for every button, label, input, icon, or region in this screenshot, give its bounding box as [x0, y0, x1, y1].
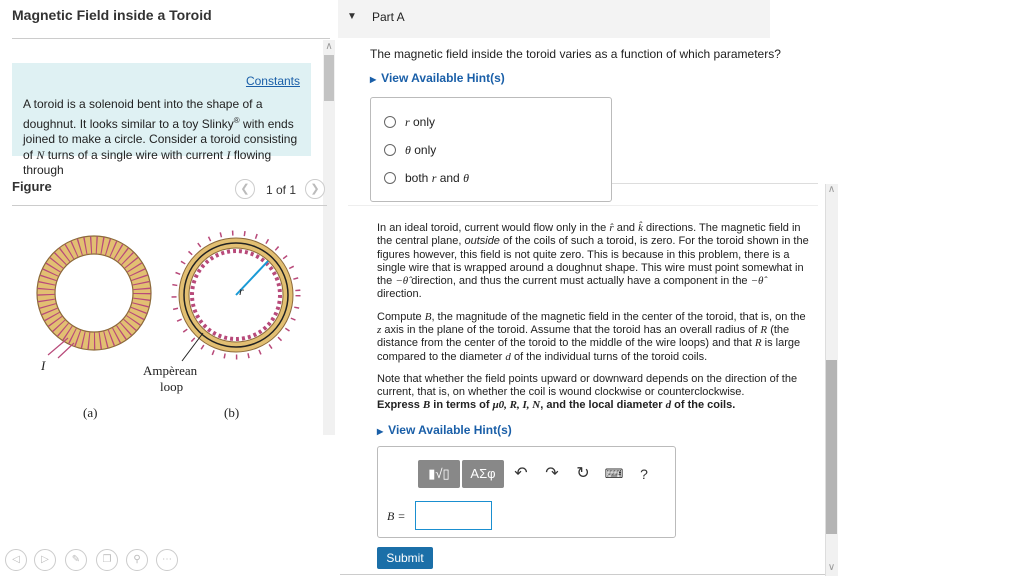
var-B: B — [424, 310, 432, 323]
figure-a-caption: (a) — [83, 405, 98, 420]
text: Compute — [377, 310, 425, 323]
text: direction. — [377, 288, 422, 301]
reset-icon[interactable]: ↻ — [576, 465, 590, 482]
option-var: r — [405, 115, 410, 129]
option-theta-only[interactable] — [384, 143, 436, 158]
title-divider — [12, 38, 330, 39]
hint-link-label: View Available Hint(s) — [388, 423, 512, 437]
zoom-icon[interactable]: ⚲ — [126, 549, 148, 571]
toroid-figure[interactable] — [36, 235, 301, 425]
scroll-up-icon[interactable]: ∧ — [325, 41, 333, 52]
intro-text — [23, 97, 308, 179]
chevron-left-icon[interactable]: ❮ — [235, 179, 255, 199]
text: in terms of — [430, 399, 493, 411]
var-d: d — [505, 350, 511, 363]
back-icon[interactable]: ◁ — [5, 549, 27, 571]
section-divider — [348, 205, 818, 206]
text: direction, and thus the current must actually have a component in the — [408, 275, 751, 288]
loop-label: loop — [160, 379, 184, 394]
section-divider — [612, 183, 818, 184]
question-text: The magnetic field inside the toroid varies as a function of which parameters? — [370, 47, 781, 61]
text: In an ideal toroid, current would flow only in the — [377, 222, 610, 234]
redo-icon[interactable]: ↷ — [545, 465, 559, 482]
intro-text-part: with ends joined to make a circle. Consider a toroid consisting of — [23, 116, 298, 162]
submit-button[interactable]: Submit — [377, 547, 433, 569]
figure-b-caption: (b) — [224, 405, 240, 420]
express-instruction — [377, 399, 735, 411]
intro-panel — [12, 63, 311, 177]
part-title[interactable]: Part A — [372, 10, 405, 24]
var-z: z — [377, 324, 382, 337]
copy-icon[interactable]: ❐ — [96, 549, 118, 571]
problem-body — [377, 222, 809, 409]
paragraph-3: Note that whether the field points upward or downward depends on the direction of the current, that is, on whether the coil is wound clockwise or counterclockwise. — [377, 372, 798, 399]
paragraph-2 — [377, 311, 809, 364]
answer-input[interactable] — [415, 501, 492, 530]
text: , the magnitude of the magnetic field in the center of the toroid, that is, on the — [431, 310, 806, 323]
right-scrollbar-thumb[interactable] — [826, 360, 837, 534]
unit-vector-k: k̂ — [638, 222, 643, 234]
text: of the coils. — [671, 399, 736, 411]
unit-vector-r: r̂ — [609, 222, 614, 234]
intro-text-part: turns of a single wire with current — [44, 147, 227, 162]
var-N: N — [36, 147, 45, 162]
chevron-right-icon[interactable]: ❯ — [305, 179, 325, 199]
radio-button[interactable] — [384, 116, 396, 128]
figure-heading: Figure — [12, 179, 52, 194]
intro-text-part: flowing through — [23, 147, 272, 177]
figure-divider — [12, 205, 327, 206]
amperean-label: Ampèrean — [143, 363, 198, 378]
option-r-only[interactable] — [384, 115, 435, 130]
intro-text-part: A toroid is a solenoid bent into the shape of a doughnut. It looks similar to a toy Slinky — [23, 97, 263, 131]
paragraph-1 — [377, 222, 809, 302]
var-R: R — [760, 324, 768, 337]
text: of the individual turns of the toroid coils. — [510, 350, 708, 363]
play-icon[interactable]: ▷ — [34, 549, 56, 571]
neg-theta-hat: −θ̂ — [750, 275, 764, 288]
radio-button[interactable] — [384, 144, 396, 156]
scroll-up-icon[interactable]: ∧ — [827, 184, 836, 195]
text: of the coils of such a toroid, is zero. For the toroid shown in the figures however, this field is not quite zero. This is because in this problem, there is a single wire that is wrapped around a doughnut shape. This wire must point somewhat in the — [377, 235, 809, 288]
option-text: only — [409, 115, 436, 129]
toroid-b-drawing — [174, 233, 298, 361]
text: , and the local diameter — [540, 399, 666, 411]
keyboard-icon[interactable]: ⌨ — [604, 466, 624, 481]
text: is large compared to the diameter — [377, 337, 801, 363]
current-label: I — [41, 358, 46, 373]
option-text: and — [436, 171, 464, 185]
radio-button[interactable] — [384, 172, 396, 184]
text: and — [613, 222, 639, 234]
text: axis in the plane of the toroid. Assume that the toroid has an overall radius of — [381, 324, 761, 337]
view-hints-link[interactable] — [377, 423, 512, 437]
templates-button[interactable]: ▮√▯ — [418, 460, 460, 488]
caret-right-icon: ▶ — [377, 427, 384, 436]
toroid-a-drawing — [37, 236, 151, 358]
var-B: B — [422, 399, 431, 411]
var-R: R — [754, 337, 762, 350]
problem-title: Magnetic Field inside a Toroid — [12, 7, 212, 23]
pen-icon[interactable]: ✎ — [65, 549, 87, 571]
radius-label: r — [239, 284, 244, 298]
option-both[interactable] — [384, 171, 469, 186]
var-list: μ0, R, I, N — [492, 399, 541, 411]
option-var: θ — [405, 143, 411, 157]
answer-label: B = — [387, 509, 406, 523]
collapse-caret-icon[interactable]: ▼ — [347, 11, 357, 22]
caret-right-icon: ▶ — [370, 75, 377, 84]
text: Express — [377, 399, 423, 411]
left-scrollbar-thumb[interactable] — [324, 55, 334, 101]
hint-link-label: View Available Hint(s) — [381, 71, 505, 85]
option-var: r — [431, 171, 437, 185]
undo-icon[interactable]: ↶ — [514, 465, 528, 482]
registered-mark: ® — [233, 115, 240, 125]
emphasis-outside: outside — [464, 235, 500, 248]
text: (the distance from the center of the toroid to the middle of the wire loops) and that — [377, 324, 790, 350]
option-var: θ — [463, 171, 469, 185]
constants-link[interactable]: Constants — [245, 74, 300, 88]
option-text: both — [405, 171, 432, 185]
view-hints-link[interactable] — [370, 71, 505, 85]
scroll-down-icon[interactable]: ∨ — [827, 562, 836, 573]
neg-theta-hat: −θ̂ — [395, 275, 409, 288]
help-button[interactable]: ? — [640, 466, 648, 482]
bottom-divider — [340, 574, 825, 575]
var-I: I — [226, 147, 231, 162]
var-d: d — [665, 399, 672, 411]
text: directions. The magnetic field in the central plane, — [377, 222, 801, 248]
option-text: only — [410, 143, 437, 157]
figure-counter: 1 of 1 — [266, 183, 297, 197]
more-icon[interactable]: ⋯ — [156, 549, 178, 571]
symbols-button[interactable]: ΑΣφ — [462, 460, 504, 488]
